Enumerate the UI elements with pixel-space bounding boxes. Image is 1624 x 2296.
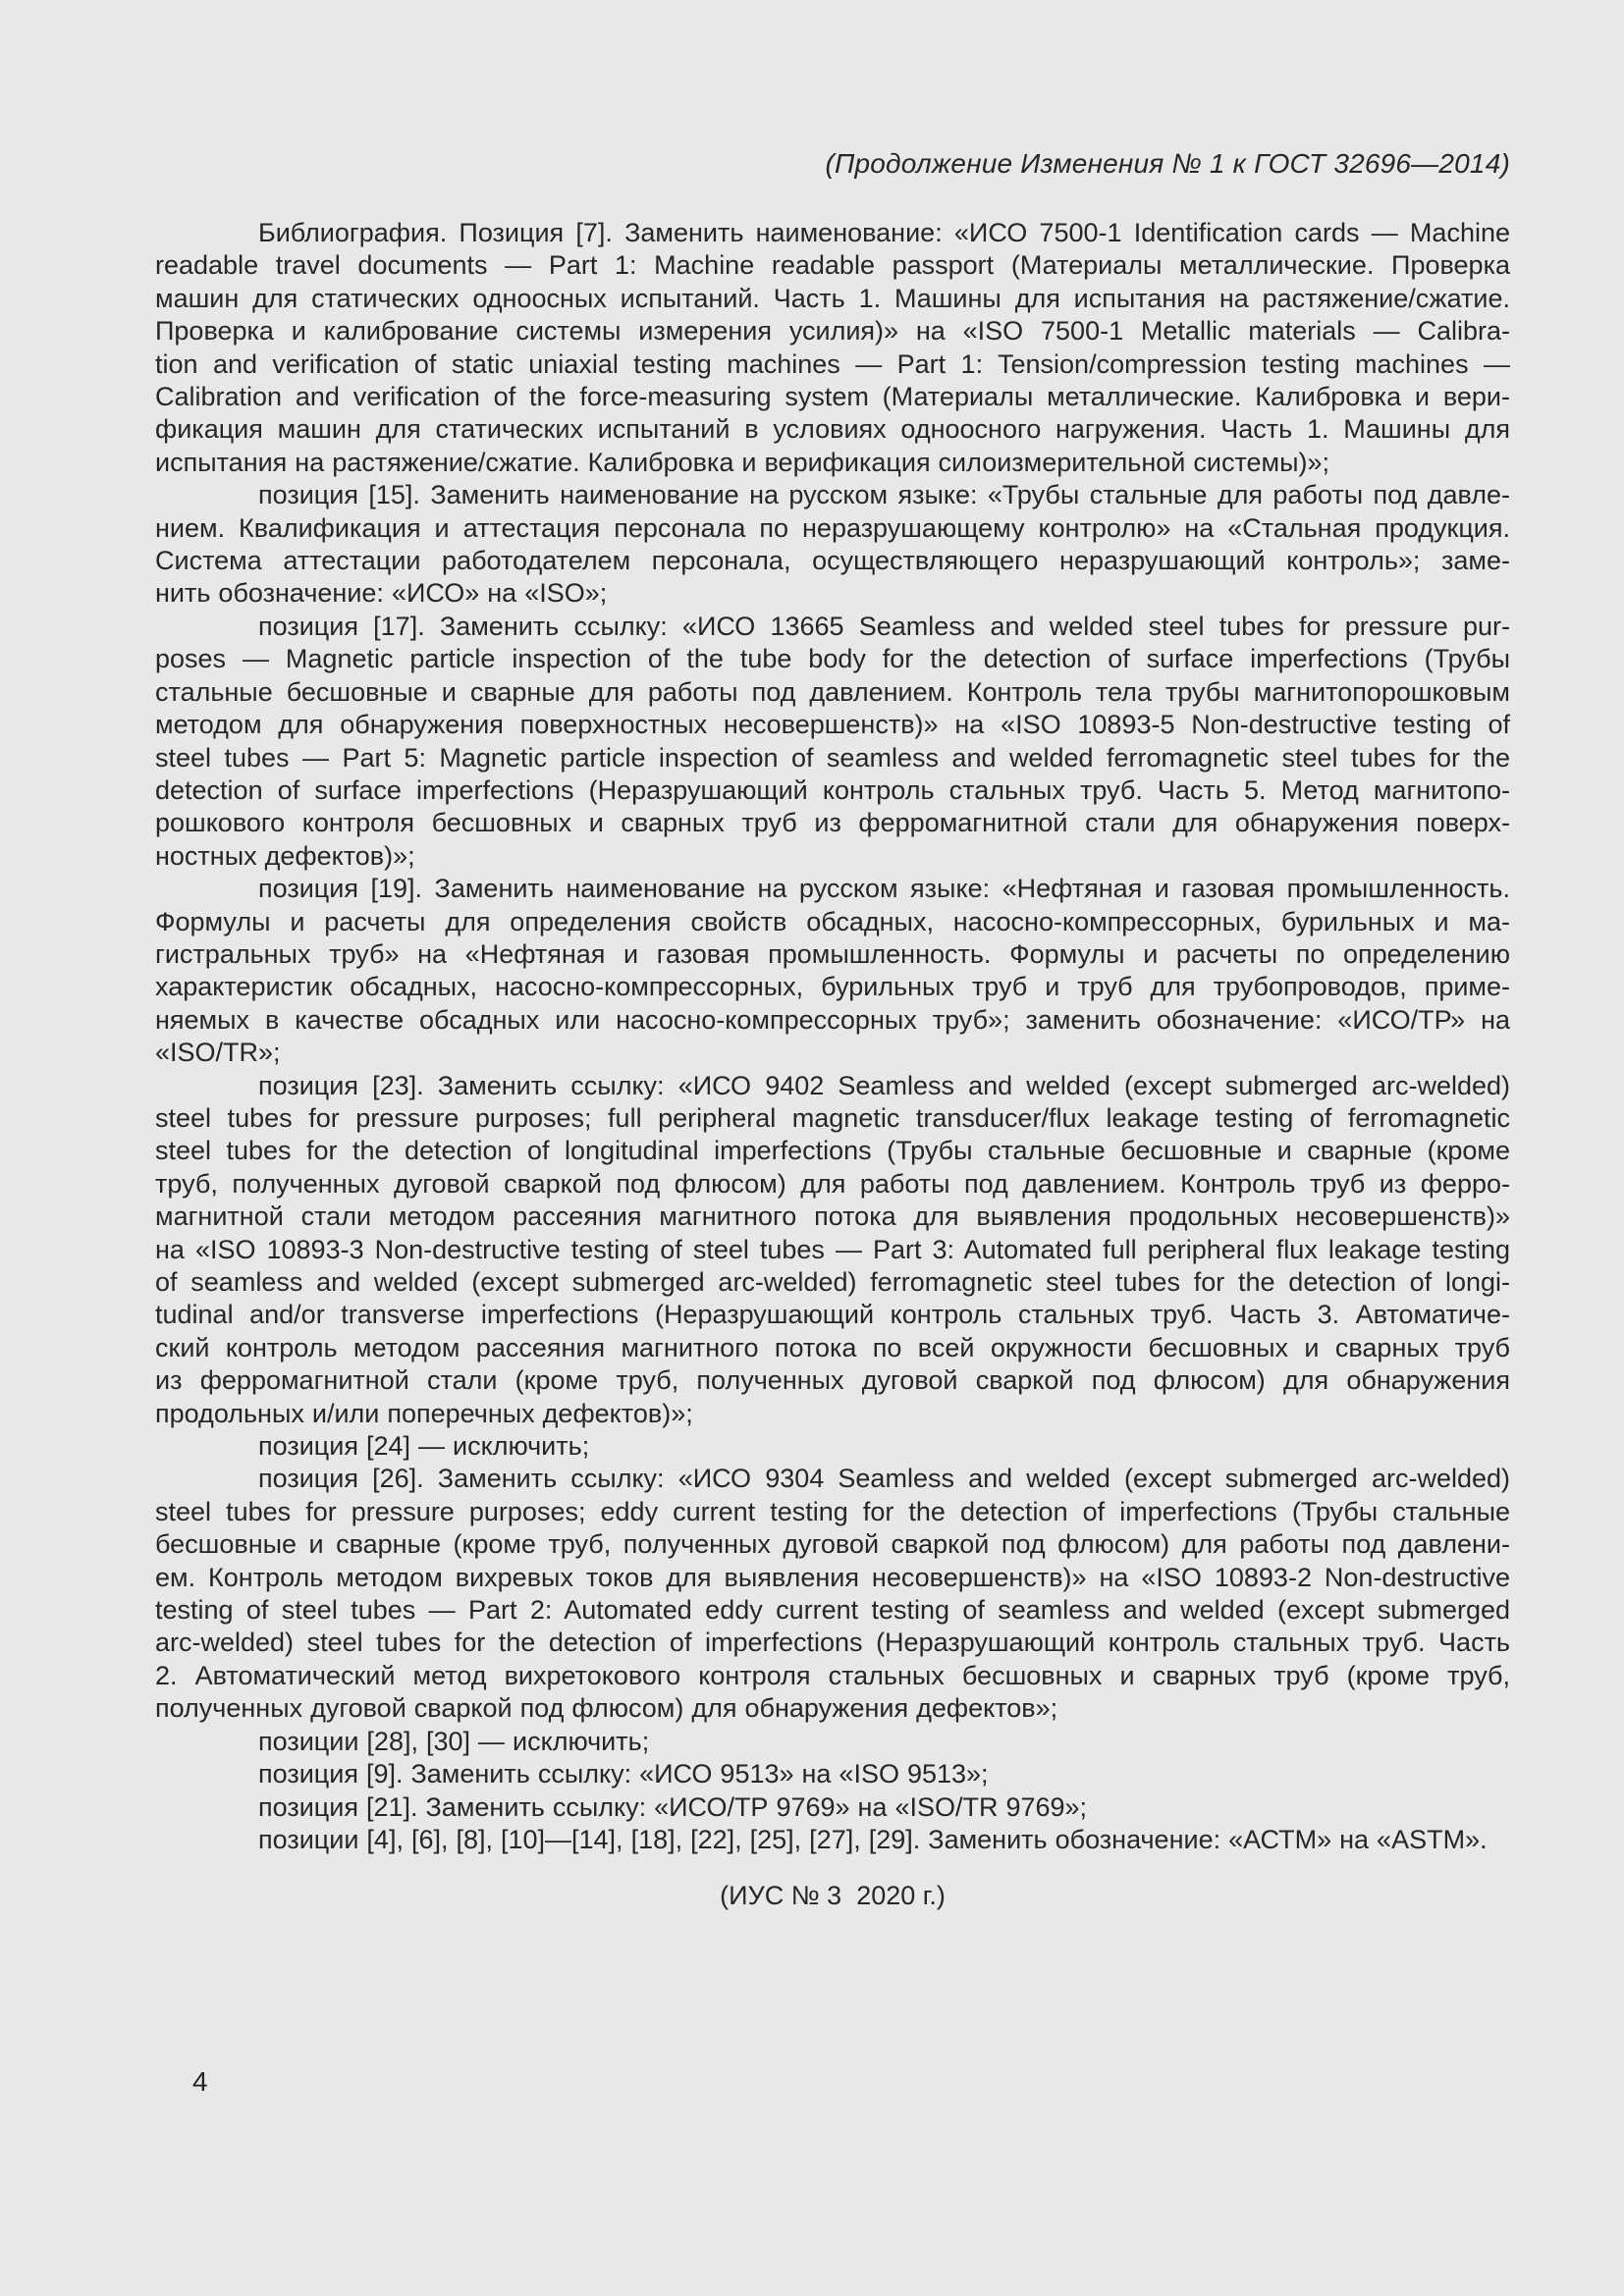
text-line: steel tubes for pressure purposes; full peripheral magnetic transducer/flux leakage testing of ferromagnetic bbox=[155, 1102, 1510, 1133]
text-line: магнитной стали методом рассеяния магнитного потока для выявления продольных несовершенств)» bbox=[155, 1201, 1510, 1232]
text-line: testing of steel tubes — Part 2: Automated eddy current testing of seamless and welded (except submerged bbox=[155, 1595, 1510, 1626]
text-line: позиция [21]. Заменить ссылку: «ИСО/ТР 9769» на «ISO/TR 9769»; bbox=[258, 1791, 1088, 1822]
text-line: tion and verification of static uniaxial testing machines — Part 1: Tension/compression testing machines — bbox=[155, 348, 1510, 379]
text-line: detection of surface imperfections (Неразрушающий контроль стальных труб. Часть 5. Метод магнитопо- bbox=[155, 774, 1510, 805]
footer-issue-note: (ИУС № 3 2020 г.) bbox=[720, 1881, 946, 1910]
text-line: позиция [23]. Заменить ссылку: «ИСО 9402 Seamless and welded (except submerged arc-welded) bbox=[258, 1070, 1510, 1100]
page-number: 4 bbox=[192, 2066, 208, 2097]
header-running-title: (Продолжение Изменения № 1 к ГОСТ 32696—2014) bbox=[825, 148, 1510, 179]
text-line: полученных дуговой сваркой под флюсом) для обнаружения дефектов»; bbox=[155, 1693, 1058, 1724]
text-line: характеристик обсадных, насосно-компрессорных, бурильных труб и труб для трубопроводов, приме- bbox=[155, 972, 1510, 1002]
text-line: методом для обнаружения поверхностных несовершенств)» на «ISO 10893-5 Non-destructive testing of bbox=[155, 710, 1510, 740]
text-line: нием. Квалификация и аттестация персонала по неразрушающему контролю» на «Стальная продукция. bbox=[155, 512, 1510, 543]
text-line: из ферромагнитной стали (кроме труб, полученных дуговой сваркой под флюсом) для обнаружения bbox=[155, 1365, 1510, 1396]
text-line: бесшовные и сварные (кроме труб, полученных дуговой сваркой под флюсом) для работы под давлени- bbox=[155, 1529, 1510, 1560]
text-line: Формулы и расчеты для определения свойств обсадных, насосно-компрессорных, бурильных и ма- bbox=[155, 906, 1510, 936]
text-line: Проверка и калибрование системы измерения усилия)» на «ISO 7500-1 Metallic materials — Calibra- bbox=[155, 316, 1510, 347]
paragraph bbox=[155, 1726, 1510, 1758]
text-line: arc-welded) steel tubes for the detection of imperfections (Неразрушающий контроль стальных труб. Часть bbox=[155, 1628, 1510, 1658]
text-line: «ISO/TR»; bbox=[155, 1038, 281, 1068]
text-line: продольных и/или поперечных дефектов)»; bbox=[155, 1398, 693, 1428]
text-line: позиции [4], [6], [8], [10]—[14], [18], [22], [25], [27], [29]. Заменить обозначение: «АСТМ» на «ASTM». bbox=[258, 1824, 1488, 1854]
text-line: ский контроль методом рассеяния магнитного потока по всей окружности бесшовных и сварных труб bbox=[155, 1332, 1510, 1362]
text-line: ностных дефектов)»; bbox=[155, 840, 415, 871]
text-line: позиции [28], [30] — исключить; bbox=[258, 1726, 650, 1756]
text-line: позиция [26]. Заменить ссылку: «ИСО 9304 Seamless and welded (except submerged arc-welded) bbox=[258, 1464, 1510, 1494]
text-line: позиция [17]. Заменить ссылку: «ИСО 13665 Seamless and welded steel tubes for pressure pur- bbox=[258, 611, 1510, 641]
text-line: гистральных труб» на «Нефтяная и газовая промышленность. Формулы и расчеты по определению bbox=[155, 938, 1510, 969]
text-line: steel tubes — Part 5: Magnetic particle inspection of seamless and welded ferromagnetic steel tubes for the bbox=[155, 742, 1510, 773]
text-line: steel tubes for the detection of longitudinal imperfections (Трубы стальные бесшовные и сварные (кроме bbox=[155, 1136, 1510, 1166]
text-line: испытания на растяжение/сжатие. Калибровка и верификация силоизмерительной системы)»; bbox=[155, 447, 1330, 477]
text-line: Система аттестации работодателем персонала, осуществляющего неразрушающий контроль»; заме- bbox=[155, 546, 1510, 576]
text-line: Библиография. Позиция [7]. Заменить наименование: «ИСО 7500-1 Identification cards — Machine bbox=[258, 218, 1510, 247]
text-line: нить обозначение: «ИСО» на «ISO»; bbox=[155, 578, 608, 609]
text-line: steel tubes for pressure purposes; eddy current testing for the detection of imperfections (Трубы стальные bbox=[155, 1496, 1510, 1526]
paragraph bbox=[155, 611, 1510, 873]
text-line: рошкового контроля бесшовных и сварных труб из ферромагнитной стали для обнаружения поверх- bbox=[155, 808, 1510, 838]
paragraph bbox=[155, 1463, 1510, 1725]
text-line: машин для статических одноосных испытаний. Часть 1. Машины для испытания на растяжение/сжатие. bbox=[155, 283, 1510, 313]
text-line: позиция [15]. Заменить наименование на русском языке: «Трубы стальные для работы под давле- bbox=[258, 480, 1510, 510]
text-line: 2. Автоматический метод вихретокового контроля стальных бесшовных и сварных труб (кроме труб, bbox=[155, 1660, 1510, 1690]
paragraph bbox=[155, 217, 1510, 479]
paragraph bbox=[155, 873, 1510, 1069]
text-line: стальные бесшовные и сварные для работы под давлением. Контроль тела трубы магнитопорошковым bbox=[155, 676, 1510, 707]
text-line: на «ISO 10893-3 Non-destructive testing of steel tubes — Part 3: Automated full peripheral flux leakage testing bbox=[155, 1234, 1510, 1264]
paragraph bbox=[155, 1824, 1510, 1856]
paragraph bbox=[155, 1791, 1510, 1824]
paragraph bbox=[155, 1758, 1510, 1790]
text-line: readable travel documents — Part 1: Machine readable passport (Материалы металлические. Проверка bbox=[155, 250, 1510, 281]
text-line: позиция [19]. Заменить наименование на русском языке: «Нефтяная и газовая промышленность. bbox=[258, 874, 1510, 904]
document-body bbox=[155, 217, 1510, 1856]
text-line: позиция [24] — исключить; bbox=[258, 1431, 590, 1462]
text-line: няемых в качестве обсадных или насосно-компрессорных труб»; заменить обозначение: «ИСО/ТР» на bbox=[155, 1004, 1510, 1035]
text-line: фикация машин для статических испытаний в условиях одноосного нагружения. Часть 1. Машины для bbox=[155, 414, 1510, 445]
text-line: позиция [9]. Заменить ссылку: «ИСО 9513» на «ISO 9513»; bbox=[258, 1759, 989, 1789]
paragraph bbox=[155, 1070, 1510, 1430]
text-line: ем. Контроль методом вихревых токов для выявления несовершенств)» на «ISO 10893-2 Non-destructive bbox=[155, 1562, 1510, 1592]
text-line: poses — Magnetic particle inspection of the tube body for the detection of surface imperfections (Трубы bbox=[155, 644, 1510, 674]
paragraph bbox=[155, 1430, 1510, 1463]
text-line: of seamless and welded (except submerged arc-welded) ferromagnetic steel tubes for the detection of longi- bbox=[155, 1267, 1510, 1297]
text-line: tudinal and/or transverse imperfections (Неразрушающий контроль стальных труб. Часть 3. Автоматиче- bbox=[155, 1300, 1510, 1330]
text-line: труб, полученных дуговой сваркой под флюсом) для работы под давлением. Контроль труб из ферро- bbox=[155, 1168, 1510, 1199]
paragraph bbox=[155, 479, 1510, 611]
text-line: Calibration and verification of the force-measuring system (Материалы металлические. Калибровка и вери- bbox=[155, 382, 1510, 412]
